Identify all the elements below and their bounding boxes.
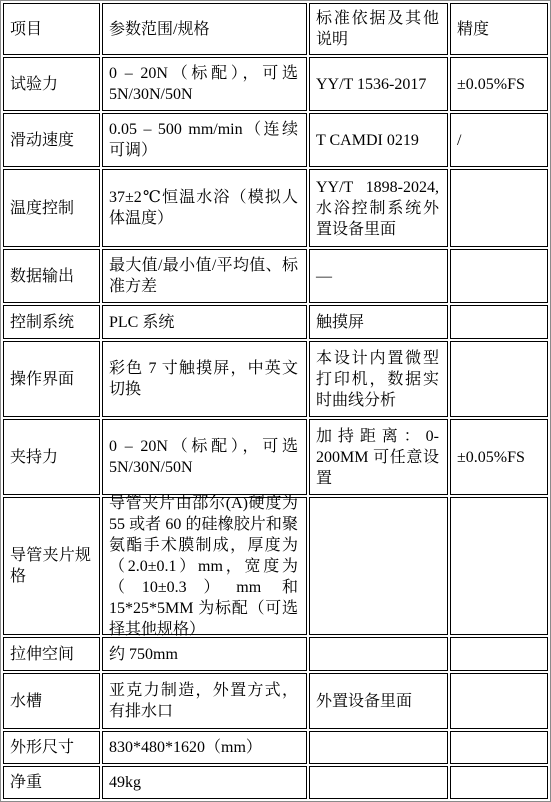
item-text: 温度控制: [10, 199, 75, 217]
spec-cell: [102, 766, 307, 799]
accuracy-cell: [450, 637, 548, 671]
spec-text: 亚克力制造，外置方式，有排水口: [109, 682, 298, 720]
header-spec-label: 参数范围/规格: [109, 20, 210, 38]
spec-cell: [102, 113, 307, 167]
header-item-label: 项目: [10, 20, 43, 38]
standard-cell: [309, 766, 448, 799]
accuracy-cell: [450, 419, 548, 495]
item-text: 滑动速度: [10, 131, 75, 149]
item-text: 外形尺寸: [10, 739, 75, 756]
item-cell: [3, 637, 100, 671]
item-text: 控制系统: [10, 313, 75, 331]
standard-cell: [309, 57, 448, 111]
item-cell: [3, 731, 100, 764]
standard-cell: [309, 731, 448, 764]
spec-text: 最大值/最小值/平均值、标准方差: [109, 257, 298, 295]
accuracy-cell: [450, 57, 548, 111]
spec-cell: [102, 673, 307, 729]
item-text: 试验力: [10, 75, 59, 93]
standard-text: —: [316, 267, 332, 285]
standard-text: T CAMDI 0219: [316, 131, 419, 149]
spec-text: 0 – 20N（标配），可选5N/30N/50N: [109, 438, 298, 476]
item-cell: [3, 341, 100, 417]
item-text: 操作界面: [10, 370, 75, 388]
standard-text: YY/T 1536-2017: [316, 75, 427, 93]
standard-text: 加持距离：0-200MM 可任意设置: [316, 427, 439, 487]
standard-cell: [309, 419, 448, 495]
standard-cell: [309, 637, 448, 671]
accuracy-text: ±0.05%FS: [457, 75, 525, 93]
header-spec: [102, 3, 307, 55]
item-cell: [3, 305, 100, 339]
accuracy-text: ±0.05%FS: [457, 448, 525, 466]
item-cell: [3, 497, 100, 635]
spec-text: PLC 系统: [109, 313, 175, 331]
spec-text: 约 750mm: [109, 645, 178, 663]
spec-cell: [102, 341, 307, 417]
item-text: 数据输出: [10, 267, 75, 285]
standard-cell: [309, 305, 448, 339]
standard-cell: [309, 497, 448, 635]
spec-text: 彩色 7 寸触摸屏，中英文切换: [109, 360, 298, 398]
accuracy-cell: [450, 731, 548, 764]
spec-cell: [102, 494, 307, 638]
spec-text: 37±2℃恒温水浴（模拟人体温度）: [109, 189, 298, 227]
standard-text: 外置设备里面: [316, 692, 413, 710]
item-text: 拉伸空间: [10, 645, 75, 663]
accuracy-text: /: [457, 131, 462, 149]
standard-text: 本设计内置微型打印机，数据实时曲线分析: [316, 349, 439, 409]
item-cell: [3, 766, 100, 799]
item-text: 净重: [10, 774, 43, 791]
header-item: [3, 3, 100, 55]
spec-cell: [102, 637, 307, 671]
item-cell: [3, 673, 100, 729]
item-text: 水槽: [10, 692, 43, 710]
item-cell: [3, 249, 100, 303]
spec-text: 导管夹片由邵尔(A)硬度为 55 或者 60 的硅橡胶片和聚氨酯手术膜制成，厚度为（2.0±0.1）mm，宽度为（10±0.3）mm 和 15*25*5MM 为标配（可选择其他规格）: [109, 494, 298, 638]
accuracy-cell: [450, 341, 548, 417]
item-cell: [3, 57, 100, 111]
standard-cell: [309, 341, 448, 417]
spec-text: 0 – 20N（标配），可选5N/30N/50N: [109, 65, 298, 103]
header-standard-label: 标准依据及其他说明: [316, 10, 439, 48]
spec-cell: [102, 169, 307, 247]
standard-cell: [309, 169, 448, 247]
item-cell: [3, 113, 100, 167]
standard-cell: [309, 249, 448, 303]
standard-cell: [309, 113, 448, 167]
spec-cell: [102, 731, 307, 764]
item-cell: [3, 419, 100, 495]
item-text: 夹持力: [10, 448, 59, 466]
header-accuracy-label: 精度: [457, 20, 490, 38]
accuracy-cell: [450, 113, 548, 167]
spec-cell: [102, 305, 307, 339]
spec-cell: [102, 57, 307, 111]
header-standard: [309, 3, 448, 55]
item-text: 导管夹片规格: [10, 547, 91, 585]
accuracy-cell: [450, 305, 548, 339]
standard-cell: [309, 673, 448, 729]
accuracy-cell: [450, 766, 548, 799]
spec-text: 830*480*1620（mm）: [109, 739, 262, 756]
standard-text: 触摸屏: [316, 313, 365, 331]
accuracy-cell: [450, 673, 548, 729]
accuracy-cell: [450, 497, 548, 635]
spec-cell: [102, 419, 307, 495]
spec-cell: [102, 249, 307, 303]
spec-text: 0.05 – 500 mm/min（连续可调）: [109, 121, 298, 159]
accuracy-cell: [450, 249, 548, 303]
accuracy-cell: [450, 169, 548, 247]
header-accuracy: [450, 3, 548, 55]
item-cell: [3, 169, 100, 247]
spec-text: 49kg: [109, 774, 141, 791]
standard-text: YY/T 1898-2024,水浴控制系统外置设备里面: [316, 178, 439, 238]
